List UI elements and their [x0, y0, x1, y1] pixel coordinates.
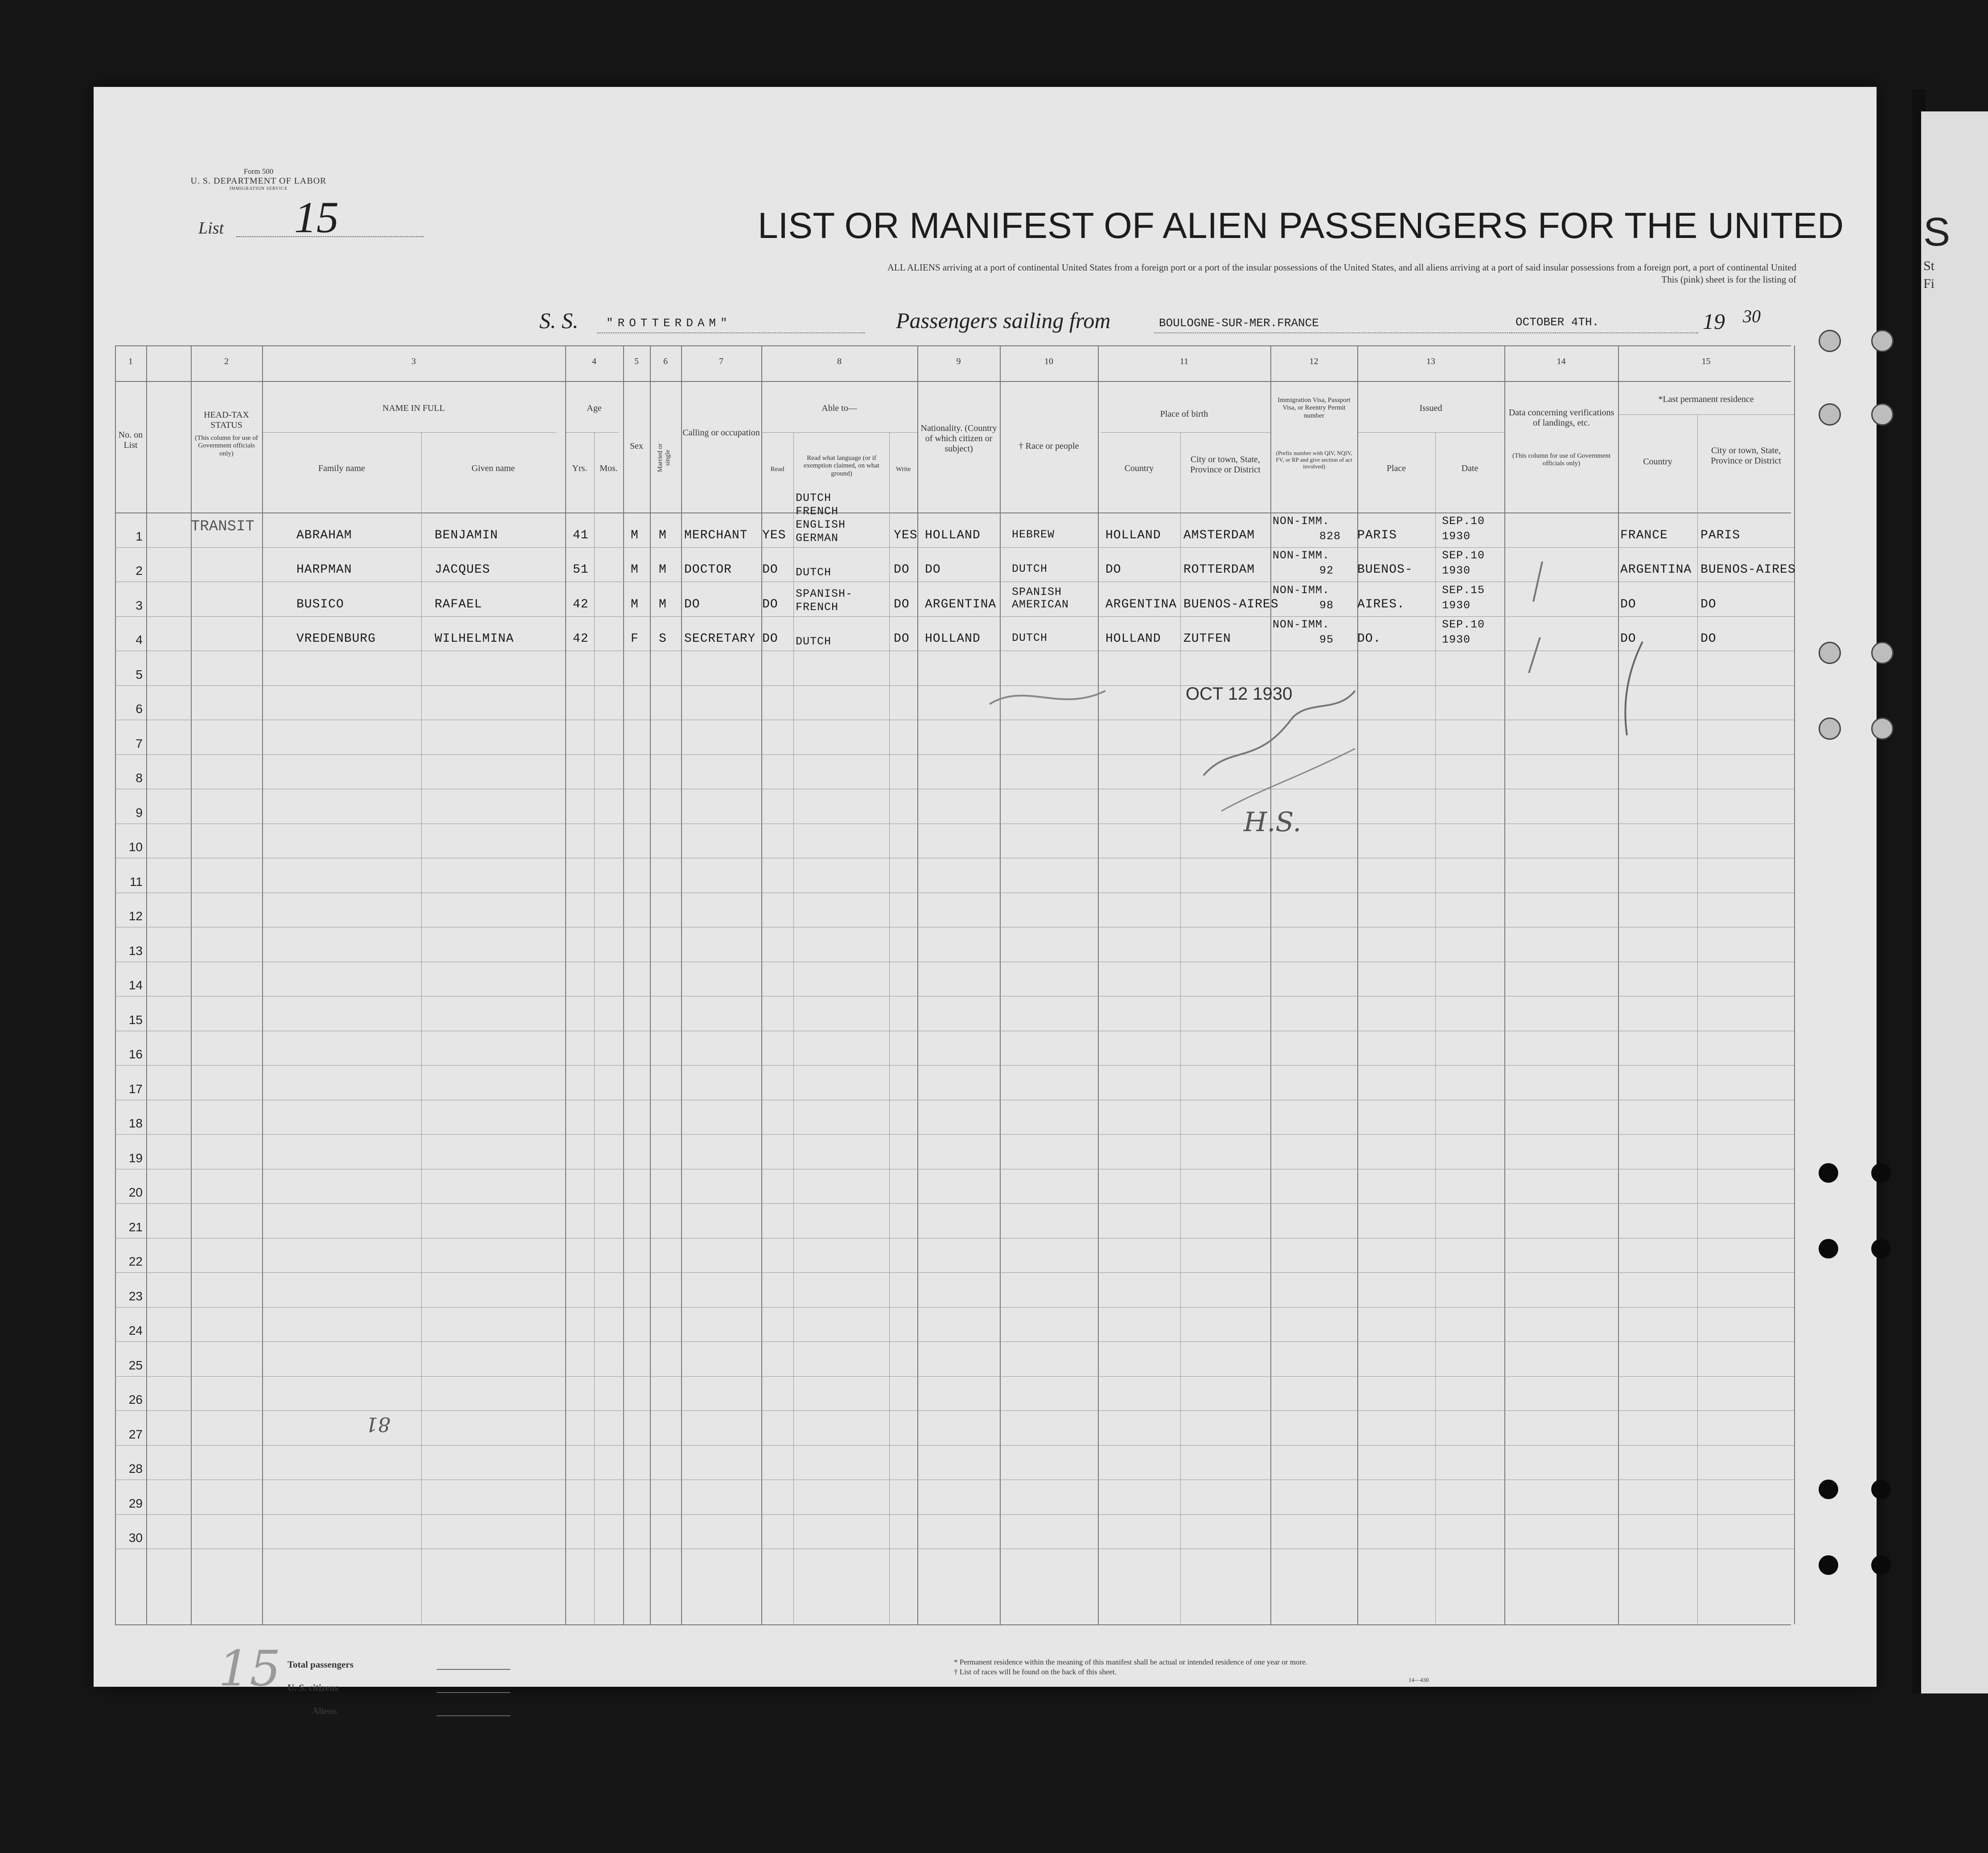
cell-language: FRENCH: [796, 504, 839, 518]
cell-given: RAFAEL: [435, 597, 482, 611]
cell-visa-number: 95: [1319, 633, 1334, 646]
col-number-6: 6: [663, 357, 668, 366]
footer-aliens-line: [437, 1715, 510, 1716]
cell-ms: M: [659, 528, 667, 542]
row-number: 4: [136, 633, 143, 647]
year-suffix: 30: [1743, 306, 1761, 326]
header-age: Age: [587, 403, 602, 413]
cell-read: YES: [762, 528, 786, 542]
cell-nationality: ARGENTINA: [925, 597, 997, 611]
binder-hole: [1819, 642, 1841, 664]
row-number: 20: [128, 1185, 143, 1199]
cell-ms: S: [659, 632, 667, 646]
department-name: U. S. DEPARTMENT OF LABOR: [190, 176, 327, 186]
cell-res-city: DO: [1700, 632, 1717, 646]
footer-note-residence: * Permanent residence within the meaning of this manifest shall be actual or intended residence of one year or more.: [954, 1658, 1308, 1666]
footer-aliens-label: Aliens: [312, 1705, 337, 1716]
cell-birth-country: ARGENTINA: [1105, 597, 1177, 611]
form-number: Form 500: [243, 167, 274, 176]
header-married-single: Married or single: [656, 443, 671, 472]
verification-marks: [1516, 526, 1703, 749]
row-number: 5: [136, 667, 143, 681]
header-calling: Calling or occupation: [682, 428, 760, 438]
header-race: † Race or people: [1019, 441, 1079, 451]
cell-occupation: SECRETARY: [684, 632, 756, 646]
adjacent-page-line-2: Fi: [1923, 276, 1935, 291]
cell-visa-type: NON-IMM.: [1273, 514, 1330, 528]
cell-res-city: BUENOS-AIRES: [1700, 563, 1796, 577]
binder-hole: [1871, 1239, 1891, 1259]
header-issued: Issued: [1419, 403, 1442, 413]
binder-hole: [1871, 1163, 1891, 1183]
cell-ms: M: [659, 597, 667, 611]
cell-res-city: PARIS: [1700, 528, 1741, 542]
cell-issued-date: SEP.10: [1442, 618, 1485, 631]
header-sex: Sex: [630, 441, 643, 451]
transit-mark: TRANSIT: [191, 518, 255, 535]
binder-hole: [1819, 717, 1841, 740]
row-line: [115, 1410, 1794, 1411]
cell-issued-date: SEP.10: [1442, 549, 1485, 562]
cell-visa-number: 828: [1319, 529, 1341, 543]
cell-language: DUTCH: [796, 566, 832, 579]
col-number-5: 5: [634, 357, 639, 366]
cell-yrs: 42: [573, 597, 589, 611]
row-line: [115, 1065, 1794, 1066]
cell-language: SPANISH-: [796, 587, 853, 600]
cell-write: DO: [894, 597, 910, 611]
col-number-10: 10: [1044, 357, 1053, 366]
cell-ms: M: [659, 563, 667, 577]
cell-family: VREDENBURG: [296, 632, 376, 646]
binder-hole: [1819, 1555, 1838, 1575]
cell-nationality: DO: [925, 563, 941, 577]
margin-page-number: 15: [218, 1640, 281, 1697]
row-number: 22: [128, 1254, 143, 1268]
header-birth-country: Country: [1124, 463, 1154, 473]
cell-birth-city: ROTTERDAM: [1183, 563, 1255, 577]
row-number: 18: [128, 1116, 143, 1130]
cell-occupation: MERCHANT: [684, 528, 748, 542]
cell-language: GERMAN: [796, 531, 839, 545]
row-number: 14: [128, 978, 143, 992]
cell-res-city: DO: [1700, 597, 1717, 611]
header-able-to: Able to—: [821, 403, 857, 413]
header-age-yrs: Yrs.: [572, 463, 587, 473]
row-line: [115, 1445, 1794, 1446]
cell-visa-number: 98: [1319, 599, 1334, 612]
col-number-1: 1: [128, 357, 133, 366]
cell-yrs: 51: [573, 563, 589, 577]
sailing-label: Passengers sailing from: [896, 308, 1111, 333]
inspector-initials: H.S.: [1244, 807, 1302, 838]
list-label: List: [198, 219, 224, 238]
row-line: [115, 1272, 1794, 1273]
port-underline: [1154, 332, 1556, 333]
header-data-verification-note: (This column for use of Government officials only): [1512, 452, 1611, 467]
margin-mark: 81: [366, 1413, 390, 1435]
cell-issued-date: SEP.10: [1442, 514, 1485, 528]
header-head-tax: HEAD-TAX STATUS: [204, 410, 249, 430]
cell-nationality: HOLLAND: [925, 632, 981, 646]
header-issued-date: Date: [1461, 463, 1479, 473]
cell-sex: M: [631, 597, 639, 611]
cell-given: BENJAMIN: [435, 528, 498, 542]
col-number-12: 12: [1309, 357, 1318, 366]
row-line: [115, 1514, 1794, 1515]
cell-language: ENGLISH: [796, 518, 846, 531]
header-last-residence: *Last permanent residence: [1658, 394, 1754, 404]
row-line: [115, 1203, 1794, 1204]
cell-issued-place: BUENOS-: [1357, 563, 1413, 577]
col-number-8: 8: [837, 357, 842, 366]
list-number: 15: [294, 193, 339, 242]
row-number: 21: [128, 1220, 143, 1234]
row-number: 12: [128, 909, 143, 923]
binder-hole: [1871, 330, 1894, 352]
header-issued-place: Place: [1386, 463, 1406, 473]
cell-birth-city: ZUTFEN: [1183, 632, 1231, 646]
cell-write: YES: [894, 528, 918, 542]
cell-race: SPANISH AMERICAN: [1012, 585, 1069, 611]
adjacent-page-line-1: St: [1923, 258, 1935, 273]
cell-visa-type: NON-IMM.: [1273, 583, 1330, 597]
row-number: 24: [128, 1324, 143, 1337]
cell-language: FRENCH: [796, 600, 839, 614]
inspector-signature: [972, 664, 1462, 842]
row-number: 16: [128, 1047, 143, 1061]
col-number-13: 13: [1426, 357, 1435, 366]
binder-hole: [1819, 1163, 1838, 1183]
header-read-what: Read what language (or if exemption claimed, on what ground): [804, 455, 879, 477]
binder-hole: [1871, 642, 1894, 664]
cell-birth-city: BUENOS-AIRES: [1183, 597, 1279, 611]
cell-res-country: FRANCE: [1620, 528, 1668, 542]
cell-visa-type: NON-IMM.: [1273, 618, 1330, 631]
row-number: 28: [128, 1462, 143, 1476]
cell-sex: M: [631, 528, 639, 542]
cell-write: DO: [894, 563, 910, 577]
row-number: 25: [128, 1358, 143, 1372]
col-number-15: 15: [1701, 357, 1711, 366]
cell-res-country: DO: [1620, 597, 1636, 611]
row-number: 26: [128, 1393, 143, 1406]
inspection-date-stamp: OCT 12 1930: [1186, 684, 1293, 704]
cell-issued-place: AIRES.: [1357, 597, 1405, 611]
header-age-mos: Mos.: [600, 463, 618, 473]
header-birth-city: City or town, State, Province or District: [1190, 455, 1261, 475]
col-number-3: 3: [411, 357, 416, 366]
cell-issued-date: 1930: [1442, 599, 1471, 612]
footer-total-label: Total passengers: [288, 1659, 353, 1670]
intro-text-line-1: ALL ALIENS arriving at a port of continental United States from a foreign port or a port of the insular possessions of the United States, and all aliens arriving at a port of said insular possessions from a foreign port, a port of continental United: [887, 262, 1796, 273]
row-line: [115, 754, 1794, 755]
row-number: 9: [136, 805, 143, 820]
cell-race: DUTCH: [1012, 562, 1048, 575]
cell-issued-place: PARIS: [1357, 528, 1397, 542]
cell-issued-date: 1930: [1442, 529, 1471, 543]
cell-write: DO: [894, 632, 910, 646]
cell-issued-date: 1930: [1442, 633, 1471, 646]
row-number: 17: [128, 1082, 143, 1096]
intro-text-line-2: This (pink) sheet is for the listing of: [1661, 274, 1796, 285]
col-number-9: 9: [956, 357, 961, 366]
binder-hole: [1871, 403, 1894, 426]
row-number: 10: [128, 840, 143, 854]
cell-occupation: DOCTOR: [684, 563, 732, 577]
binder-hole: [1819, 330, 1841, 352]
footer-citizens-label: U. S. citizens: [288, 1682, 339, 1693]
footer-total-line: [437, 1669, 510, 1670]
row-number: 15: [128, 1013, 143, 1027]
page-title: LIST OR MANIFEST OF ALIEN PASSENGERS FOR THE UNITED: [758, 205, 1844, 246]
form-header: [187, 167, 330, 191]
footer-form-code: 14—430: [1409, 1677, 1429, 1683]
cell-visa-type: NON-IMM.: [1273, 549, 1330, 562]
header-residence-country: Country: [1643, 457, 1672, 467]
adjacent-page-title: S: [1923, 210, 1951, 254]
row-line: [115, 1307, 1794, 1308]
cell-res-country: ARGENTINA: [1620, 563, 1692, 577]
cell-read: DO: [762, 632, 778, 646]
cell-race: DUTCH: [1012, 631, 1048, 644]
voyage-line: [535, 307, 1783, 339]
col-number-11: 11: [1179, 357, 1189, 366]
col-number-14: 14: [1557, 357, 1566, 366]
cell-birth-city: AMSTERDAM: [1183, 528, 1255, 542]
header-residence-city: City or town, State, Province or District: [1711, 446, 1781, 466]
binder-hole: [1871, 1480, 1891, 1499]
year-prefix: 19: [1703, 309, 1725, 334]
cell-sex: F: [631, 632, 639, 646]
binder-hole: [1819, 1480, 1838, 1499]
row-number: 7: [136, 736, 143, 750]
footer-citizens-line: [437, 1692, 510, 1693]
cell-birth-country: HOLLAND: [1105, 632, 1161, 646]
row-number: 30: [128, 1531, 143, 1545]
row-number: 13: [128, 943, 143, 958]
date-underline: [1511, 332, 1698, 333]
cell-issued-place: DO.: [1357, 632, 1381, 646]
row-number: 29: [128, 1496, 143, 1510]
col-number-2: 2: [224, 357, 229, 366]
cell-yrs: 42: [573, 632, 589, 646]
departure-port: BOULOGNE-SUR-MER.FRANCE: [1159, 316, 1319, 330]
adjacent-page: [1921, 111, 1988, 1693]
cell-nationality: HOLLAND: [925, 528, 981, 542]
ship-underline: [597, 332, 865, 333]
cell-yrs: 41: [573, 528, 589, 542]
header-no-on-list: No. on List: [118, 430, 143, 450]
cell-family: ABRAHAM: [296, 528, 352, 542]
cell-read: DO: [762, 597, 778, 611]
service-name: IMMIGRATION SERVICE: [229, 186, 288, 191]
cell-given: JACQUES: [435, 563, 490, 577]
ss-label: S. S.: [539, 308, 579, 333]
row-number: 1: [136, 529, 143, 543]
header-family-name: Family name: [318, 463, 365, 473]
header-given-name: Given name: [471, 463, 515, 473]
row-number: 23: [128, 1289, 143, 1303]
col-number-7: 7: [719, 357, 723, 366]
departure-date: OCTOBER 4TH.: [1516, 316, 1599, 329]
row-number: 19: [128, 1151, 143, 1165]
binder-hole: [1871, 717, 1894, 740]
header-read: Read: [770, 466, 785, 473]
header-visa-note: (Prefix number with QIV, NQIV, FV, or RP and give section of act involved): [1276, 450, 1352, 470]
cell-race: HEBREW: [1012, 528, 1055, 541]
cell-res-country: DO: [1620, 632, 1636, 646]
footer-note-races: † List of races will be found on the back of this sheet.: [954, 1668, 1117, 1676]
header-visa: Immigration Visa, Passport Visa, or Reentry Permit number: [1277, 397, 1351, 419]
cell-language: DUTCH: [796, 635, 832, 648]
cell-birth-country: HOLLAND: [1105, 528, 1161, 542]
row-number: 6: [136, 702, 143, 716]
cell-sex: M: [631, 563, 639, 577]
row-number: 3: [136, 598, 143, 612]
cell-given: WILHELMINA: [435, 632, 514, 646]
cell-family: BUSICO: [296, 597, 344, 611]
binder-hole: [1871, 1555, 1891, 1575]
cell-visa-number: 92: [1319, 564, 1334, 577]
row-line: [115, 1376, 1794, 1377]
ship-name: "ROTTERDAM": [606, 316, 732, 330]
row-line: [115, 1134, 1794, 1135]
row-number: 2: [136, 564, 143, 578]
row-number: 27: [128, 1427, 143, 1441]
header-head-tax-note: (This column for use of Government officials only): [195, 435, 258, 457]
cell-issued-date: 1930: [1442, 564, 1471, 577]
cell-issued-date: SEP.15: [1442, 583, 1485, 597]
header-name-in-full: NAME IN FULL: [382, 403, 445, 413]
cell-language: DUTCH: [796, 491, 832, 504]
row-line: [115, 1341, 1794, 1342]
cell-occupation: DO: [684, 597, 700, 611]
header-data-verification: Data concerning verifications of landings, etc.: [1508, 408, 1614, 428]
header-write: Write: [895, 466, 911, 473]
cell-birth-country: DO: [1105, 563, 1121, 577]
cell-read: DO: [762, 563, 778, 577]
header-place-of-birth: Place of birth: [1160, 409, 1208, 419]
row-number: 11: [129, 874, 143, 889]
cell-family: HARPMAN: [296, 563, 352, 577]
binder-hole: [1819, 1239, 1838, 1259]
col-number-4: 4: [592, 357, 596, 366]
binder-hole: [1819, 403, 1841, 426]
header-nationality: Nationality. (Country of which citizen or subject): [920, 423, 997, 454]
row-number: 8: [136, 771, 143, 785]
